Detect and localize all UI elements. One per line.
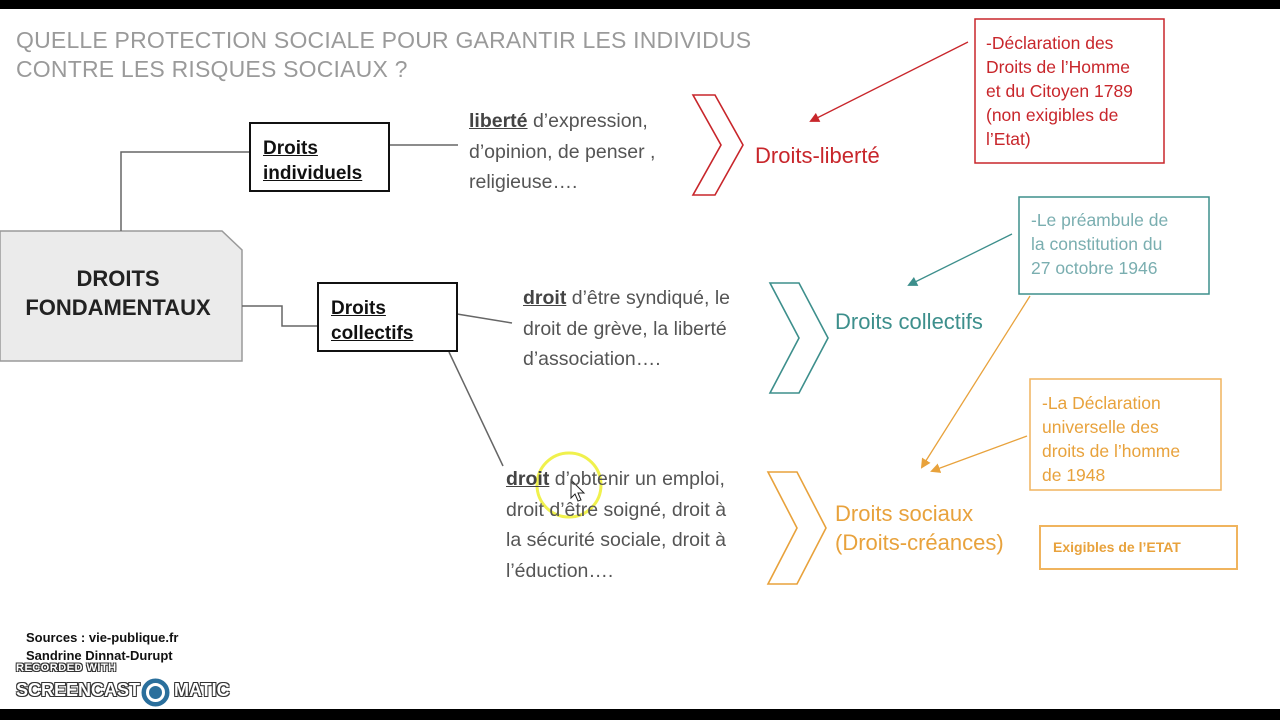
description-text: d’obtenir un emploi, [549,468,725,490]
connector-collectifs-social [449,352,503,466]
description-droits-collectifs [523,283,768,375]
root-label-line-2: FONDAMENTAUX [25,295,211,320]
note-line: -Le préambule de [1031,210,1169,230]
sources-line-1: Sources : vie-publique.fr [26,630,179,645]
description-line: la sécurité sociale, droit à [506,529,727,551]
note-exigibles-etat: Exigibles de l’ETAT [1039,525,1238,570]
sources-line-2: Sandrine Dinnat-Durupt [26,648,173,663]
note-line: droits de l’homme [1042,441,1181,461]
label-droits-sociaux [835,499,1004,557]
description-line: droit d’être soigné, droit à [506,498,727,521]
description-droits-sociaux [506,464,768,586]
category-collectifs-line-2: collectifs [331,323,414,344]
note-declaration-1789 [975,23,1164,151]
note-line: 27 octobre 1946 [1031,258,1158,278]
description-line [523,283,768,314]
category-individuels-line-2: individuels [263,163,363,184]
note-line: l’Etat) [986,129,1031,149]
keyword-liberte: liberté [469,110,528,132]
label-sociaux-line-2: (Droits-créances) [835,530,1004,555]
note-line: (non exigibles de [986,105,1119,125]
note-line: -La Déclaration [1042,393,1161,413]
title-line-1: QUELLE PROTECTION SOCIALE POUR GARANTIR LES INDIVIDUS [16,27,752,53]
arrow-1948-to-sociaux [932,436,1027,471]
label-sociaux-line-1: Droits sociaux [835,501,974,526]
note-line: -Déclaration des [986,33,1114,53]
description-line: d’opinion, de penser , [469,140,656,163]
watermark-recorded-with: RECORDED WITH [16,662,117,674]
root-node-label [0,264,236,322]
description-text: d’être syndiqué, le [566,287,731,309]
description-text: d’expression, [527,110,648,132]
watermark-screencast: SCREENCAST [16,680,141,700]
connector-root-collectifs [242,306,317,326]
category-droits-collectifs [317,282,458,352]
category-individuels-line-1: Droits [263,138,318,159]
description-line: religieuse…. [469,171,578,193]
description-line: l’éduction…. [506,559,614,582]
description-line [469,106,684,137]
bottom-letterbox [0,709,1280,720]
arrow-1789-to-liberte [811,42,968,121]
keyword-droit: droit [523,287,567,309]
arrow-1946-to-collectifs [909,234,1012,285]
note-line: universelle des [1042,417,1159,437]
description-line [506,464,768,495]
chevron-red-icon [693,95,743,195]
sources-credit [26,629,178,665]
chevron-orange-icon [768,472,826,584]
watermark-matic: MATIC [174,680,230,700]
note-line: de 1948 [1042,465,1106,485]
title-line-2: CONTRE LES RISQUES SOCIAUX ? [16,56,408,82]
connector-root-individuels [121,152,249,231]
screencast-logo-icon [139,676,172,709]
category-collectifs-line-1: Droits [331,298,386,319]
label-droits-liberte: Droits-liberté [755,143,880,168]
note-line: la constitution du [1031,234,1163,254]
connector-collectifs-droit [457,314,512,323]
note-line: Droits de l’Homme [986,57,1130,77]
note-declaration-1948 [1031,383,1221,487]
root-label-line-1: DROITS [76,266,160,291]
keyword-droit: droit [506,468,550,490]
category-droits-individuels [249,122,390,192]
label-droits-collectifs: Droits collectifs [835,309,983,334]
chevron-teal-icon [770,283,828,393]
description-droits-liberte [469,106,684,198]
note-preambule-1946 [1020,200,1209,280]
description-line: droit de grève, la liberté [523,317,727,340]
description-line: d’association…. [523,348,661,370]
note-line: et du Citoyen 1789 [986,81,1133,101]
